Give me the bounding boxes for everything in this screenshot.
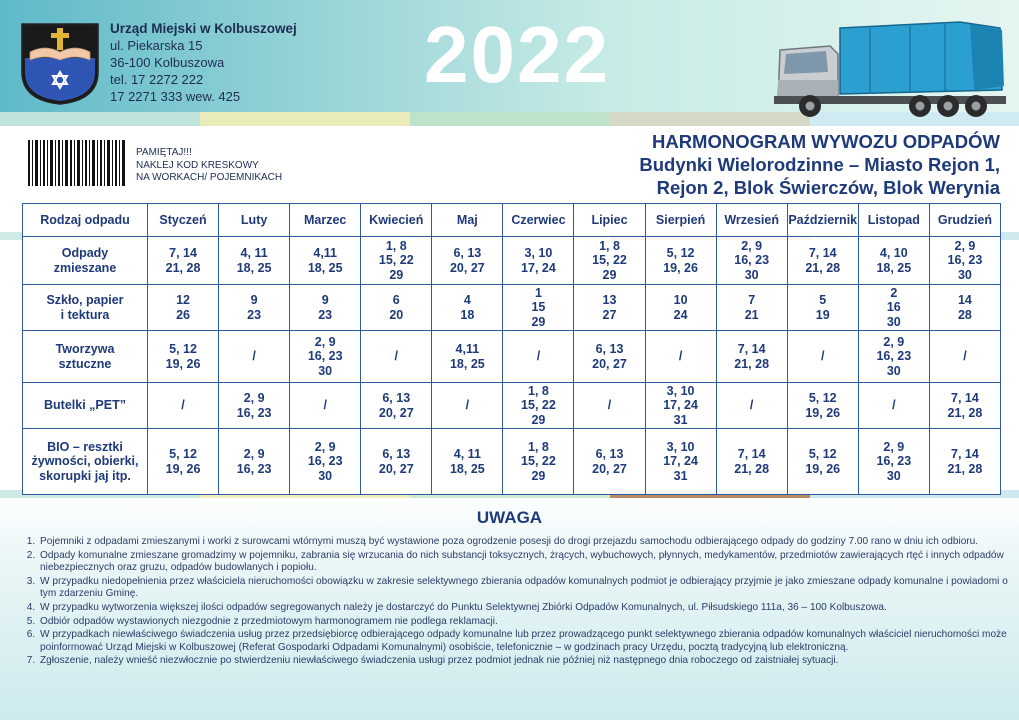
table-row (23, 237, 1001, 285)
month-header: Czerwiec (503, 204, 574, 237)
table-row (23, 331, 1001, 383)
collection-dates-cell: 1, 8 15, 22 29 (503, 383, 574, 429)
collection-dates-cell: 12 26 (148, 285, 219, 331)
collection-dates-cell: 6, 13 20, 27 (574, 331, 645, 383)
category-header: Rodzaj odpadu (23, 204, 148, 237)
month-header: Lipiec (574, 204, 645, 237)
collection-schedule-table (22, 203, 1001, 495)
collection-dates-cell: 4, 11 18, 25 (219, 237, 290, 285)
collection-dates-cell: / (858, 383, 929, 429)
collection-dates-cell: 9 23 (219, 285, 290, 331)
title-line3: Rejon 2, Blok Świerczów, Blok Werynia (656, 177, 1000, 198)
collection-dates-cell: 6 20 (361, 285, 432, 331)
collection-dates-cell: 5, 12 19, 26 (787, 383, 858, 429)
year-heading: 2022 (424, 10, 610, 99)
collection-dates-cell: 4 18 (432, 285, 503, 331)
collection-dates-cell: 10 24 (645, 285, 716, 331)
reminder-line1: PAMIĘTAJ!!! (136, 147, 192, 158)
collection-dates-cell: 4,11 18, 25 (290, 237, 361, 285)
collection-dates-cell: 4,11 18, 25 (432, 331, 503, 383)
collection-dates-cell: 6, 13 20, 27 (361, 429, 432, 495)
office-phone2: 17 2271 333 wew. 425 (110, 89, 241, 104)
collection-dates-cell: 6, 13 20, 27 (574, 429, 645, 495)
collection-dates-cell: / (290, 383, 361, 429)
coat-of-arms-icon (20, 22, 100, 106)
collection-dates-cell: 9 23 (290, 285, 361, 331)
collection-dates-cell: / (645, 331, 716, 383)
collection-dates-cell: / (716, 383, 787, 429)
month-header: Listopad (858, 204, 929, 237)
note-item: 2. Odpady komunalne zmieszane gromadzimy w pojemniku, zabrania się wrzucania do nich substancji toksycznych, żrących, wybuchowych, płynnych, medykamentów, przedmiotów zawierających rtęć i innych odpadów niebezpiecznych oraz gruzu, odpadów budowlanych i popiołu. (38, 550, 1016, 575)
reminder-line2: NAKLEJ KOD KRESKOWY (136, 159, 259, 171)
note-item: 7. Zgłoszenie, należy wnieść niezwłocznie po stwierdzeniu niewłaściwego świadczenia usługi przez podmiot jednak nie później niż następnego dnia roboczego od zaistniałej sytuacji. (38, 655, 1016, 668)
office-address-line2: 36-100 Kolbuszowa (110, 55, 225, 70)
collection-dates-cell: 7, 14 21, 28 (929, 429, 1000, 495)
collection-dates-cell: 1 15 29 (503, 285, 574, 331)
collection-dates-cell: 2, 9 16, 23 30 (858, 331, 929, 383)
waste-category-cell: Butelki „PET” (23, 383, 148, 429)
collection-dates-cell: / (432, 383, 503, 429)
office-phone1: tel. 17 2272 222 (110, 72, 204, 87)
office-name: Urząd Miejski w Kolbuszowej (110, 21, 297, 36)
note-item: 3. W przypadku niedopełnienia przez właściciela nieruchomości obowiązku w zakresie selektywnego zbierania odpadów komunalnych podmiot je odbierający przyjmie je jako zmieszane odpady komunalne i powiadomi o tym zdarzeniu Gminę. (38, 576, 1016, 601)
month-header: Kwiecień (361, 204, 432, 237)
collection-dates-cell: 7 21 (716, 285, 787, 331)
month-header: Październik (787, 204, 858, 237)
collection-dates-cell: 13 27 (574, 285, 645, 331)
collection-dates-cell: 4, 10 18, 25 (858, 237, 929, 285)
note-item: 5. Odbiór odpadów wystawionych niezgodnie z przedmiotowym harmonogramem nie podlega reklamacji. (38, 616, 1016, 629)
collection-dates-cell: 6, 13 20, 27 (432, 237, 503, 285)
office-address-line1: ul. Piekarska 15 (110, 38, 203, 53)
barcode-reminder (136, 147, 282, 185)
collection-dates-cell: 2, 9 16, 23 30 (929, 237, 1000, 285)
title-line2: Budynki Wielorodzinne – Miasto Rejon 1, (639, 154, 1000, 175)
note-item: 4. W przypadku wytworzenia większej ilości odpadów segregowanych należy je dostarczyć do Punktu Selektywnej Zbiórki Odpadów Komunalnych, ul. Piłsudskiego 111a, 36 – 100 Kolbuszowa. (38, 602, 1016, 615)
table-row (23, 285, 1001, 331)
table-row (23, 383, 1001, 429)
barcode-icon (28, 140, 126, 186)
title-line1: HARMONOGRAM WYWOZU ODPADÓW (651, 131, 1000, 152)
waste-category-cell: Szkło, papier i tektura (23, 285, 148, 331)
schedule-title (639, 130, 1000, 199)
collection-dates-cell: 3, 10 17, 24 31 (645, 429, 716, 495)
collection-dates-cell: 4, 11 18, 25 (432, 429, 503, 495)
collection-dates-cell: / (929, 331, 1000, 383)
waste-category-cell: BIO – resztki żywności, obierki, skorupki jaj itp. (23, 429, 148, 495)
collection-dates-cell: 7, 14 21, 28 (148, 237, 219, 285)
collection-dates-cell: / (574, 383, 645, 429)
collection-dates-cell: 2, 9 16, 23 (219, 429, 290, 495)
collection-dates-cell: 3, 10 17, 24 (503, 237, 574, 285)
notes-heading: UWAGA (476, 508, 543, 527)
collection-dates-cell: / (361, 331, 432, 383)
collection-dates-cell: 5, 12 19, 26 (787, 429, 858, 495)
month-header: Maj (432, 204, 503, 237)
collection-dates-cell: / (503, 331, 574, 383)
garbage-truck-icon (770, 20, 1010, 118)
collection-dates-cell: 2, 9 16, 23 30 (290, 429, 361, 495)
collection-dates-cell: 2, 9 16, 23 30 (858, 429, 929, 495)
collection-dates-cell: 5, 12 19, 26 (148, 331, 219, 383)
collection-dates-cell: 5, 12 19, 26 (645, 237, 716, 285)
collection-dates-cell: 14 28 (929, 285, 1000, 331)
collection-dates-cell: 3, 10 17, 24 31 (645, 383, 716, 429)
month-header: Sierpień (645, 204, 716, 237)
collection-dates-cell: 1, 8 15, 22 29 (503, 429, 574, 495)
collection-dates-cell: 2, 9 16, 23 (219, 383, 290, 429)
collection-dates-cell: 7, 14 21, 28 (787, 237, 858, 285)
office-info (110, 20, 297, 105)
collection-dates-cell: 7, 14 21, 28 (929, 383, 1000, 429)
month-header: Grudzień (929, 204, 1000, 237)
month-header: Marzec (290, 204, 361, 237)
collection-dates-cell: 7, 14 21, 28 (716, 331, 787, 383)
month-header: Luty (219, 204, 290, 237)
month-header: Styczeń (148, 204, 219, 237)
collection-dates-cell: 1, 8 15, 22 29 (361, 237, 432, 285)
collection-dates-cell: 5 19 (787, 285, 858, 331)
table-header-row (23, 204, 1001, 237)
collection-dates-cell: 7, 14 21, 28 (716, 429, 787, 495)
collection-dates-cell: 2 16 30 (858, 285, 929, 331)
collection-dates-cell: 2, 9 16, 23 30 (716, 237, 787, 285)
collection-dates-cell: 2, 9 16, 23 30 (290, 331, 361, 383)
collection-dates-cell: / (148, 383, 219, 429)
table-row (23, 429, 1001, 495)
collection-dates-cell: 6, 13 20, 27 (361, 383, 432, 429)
collection-dates-cell: / (219, 331, 290, 383)
collection-dates-cell: 5, 12 19, 26 (148, 429, 219, 495)
waste-category-cell: Odpady zmieszane (23, 237, 148, 285)
collection-dates-cell: / (787, 331, 858, 383)
note-item: 6. W przypadkach niewłaściwego świadczenia usług przez przedsiębiorcę odbierającego odpady komunalne lub przez prowadzącego punkt selektywnego zbierania odpadów komunalnych właściciel nieruchomości może poinformować Urząd Miejski w Kolbuszowej (Referat Gospodarki Odpadami Komunalnymi) osobiście, telefonicznie – w godzinach pracy Urzędu, pocztą tradycyjną lub elektroniczną. (38, 629, 1016, 654)
month-header: Wrzesień (716, 204, 787, 237)
waste-category-cell: Tworzywa sztuczne (23, 331, 148, 383)
reminder-line3: NA WORKACH/ POJEMNIKACH (136, 172, 283, 183)
notes-list (20, 536, 1016, 669)
note-item: 1. Pojemniki z odpadami zmieszanymi i worki z surowcami wtórnymi muszą być wystawione poza ogrodzenie posesji do drogi przejazdu samochodu odbierającego odpady do godziny 7.00 rano w dniu ich odbioru. (38, 536, 1016, 549)
collection-dates-cell: 1, 8 15, 22 29 (574, 237, 645, 285)
